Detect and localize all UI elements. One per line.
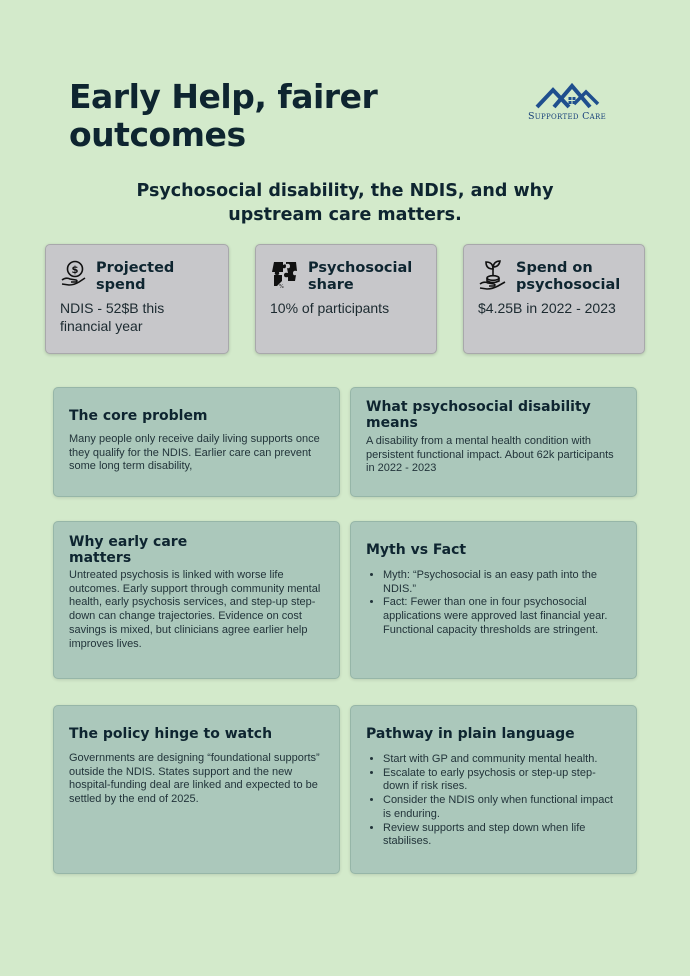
money-hand-icon [60, 259, 88, 287]
card-title: Why early care matters [69, 534, 188, 566]
stat-value: $4.25B in 2022 - 2023 [478, 300, 616, 316]
card-core-problem [53, 387, 340, 497]
card-body: Governments are designing “foundational supports” outside the NDIS. States support and the new hospital-funding deal are linked and expected to be settled by the end of 2025. [69, 752, 320, 806]
list-item: • Fact: Fewer than one in four psychosocial applications were approved last financial year. Functional capacity thresholds are stringent. [383, 596, 621, 637]
logo-text: Supported Care [527, 111, 607, 122]
card-body: Untreated psychosis is linked with worse life outcomes. Early support through community mental health, early psychosis services, and step-up step-down can change trajectories. Evidence on cost savings is mixed, but clinicians agree earlier help improves lives. [69, 569, 321, 650]
stat-value: 10% of participants [270, 300, 390, 316]
page-title: Early Help, fairer outcomes [69, 77, 378, 154]
list-item: • Review supports and step down when life stabilises. [383, 822, 621, 849]
card-psychosocial-meaning [350, 387, 637, 497]
svg-text:$: $ [71, 265, 79, 276]
card-body: A disability from a mental health condition with persistent functional impact. About 62k participants in 2022 - 2023 [366, 435, 614, 475]
pathway-list [366, 753, 621, 849]
card-title: The core problem [69, 408, 208, 424]
logo [517, 80, 617, 122]
card-title: Myth vs Fact [366, 542, 467, 558]
stat-card-projected-spend [45, 244, 229, 354]
stat-card-psychosocial-spend [463, 244, 645, 354]
stat-title: Spend on psychosocial [516, 260, 621, 293]
list-item: • Myth: “Psychosocial is an easy path into the NDIS.” [383, 569, 621, 596]
page-subtitle: Psychosocial disability, the NDIS, and why upstream care matters. [136, 181, 554, 225]
list-item: • Escalate to early psychosis or step-up step-down if risk rises. [383, 767, 621, 794]
stat-card-psychosocial-share [255, 244, 437, 354]
stat-title: Psychosocial share [308, 260, 413, 293]
myth-fact-list [366, 569, 621, 638]
svg-text:%: % [279, 284, 284, 289]
list-item: • Consider the NDIS only when functional impact is enduring. [383, 794, 621, 821]
card-title: What psychosocial disability means [366, 399, 591, 431]
card-title: The policy hinge to watch [69, 726, 273, 742]
card-pathway [350, 705, 637, 874]
card-myth-vs-fact [350, 521, 637, 679]
plant-hand-icon [478, 259, 508, 291]
puzzle-head-icon [270, 259, 300, 289]
card-early-care [53, 521, 340, 679]
house-roofs-icon [534, 80, 600, 110]
stat-value: NDIS - 52$B this financial year [60, 300, 165, 334]
card-body: Many people only receive daily living supports once they qualify for the NDIS. Earlier care can prevent some long term disability, [69, 433, 320, 473]
stat-title: Projected spend [96, 260, 175, 293]
card-title: Pathway in plain language [366, 726, 575, 742]
list-item: • Start with GP and community mental health. [383, 753, 621, 767]
card-policy-hinge [53, 705, 340, 874]
